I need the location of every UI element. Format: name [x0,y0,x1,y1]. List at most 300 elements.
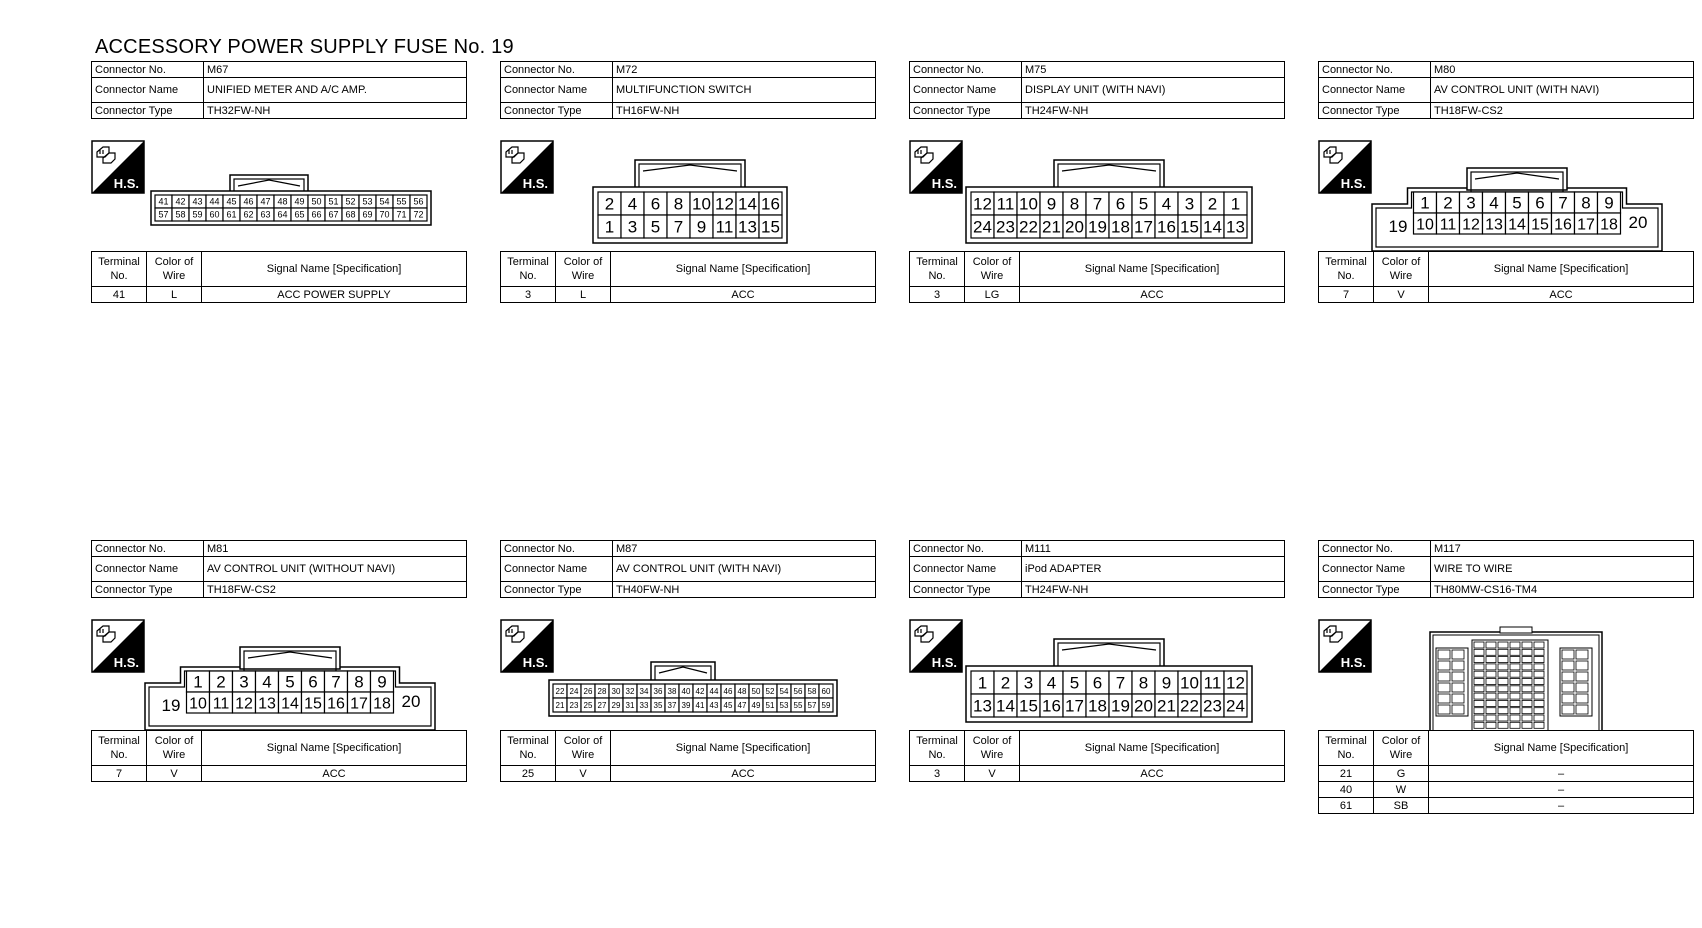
pin [679,684,693,698]
pin [325,671,348,692]
connector-name-label: Connector Name [1319,78,1431,103]
svg-text:4: 4 [1161,194,1172,214]
svg-text:13: 13 [258,695,276,713]
cavity [1474,686,1484,692]
terminal-no: 7 [1319,287,1374,303]
pin: 20 [1628,213,1648,232]
cavity [1576,661,1588,670]
cavity [1498,679,1508,685]
pin [325,208,342,221]
svg-text:60: 60 [209,209,220,220]
svg-text:37: 37 [667,700,677,710]
pin [1224,192,1247,215]
pin [210,692,233,713]
svg-text:23: 23 [569,700,579,710]
connector-no-value: M111 [1022,541,1285,557]
svg-text:10: 10 [1416,216,1434,234]
cavity [1438,705,1450,714]
signal-name: ACC [1429,287,1694,303]
cavity [1498,686,1508,692]
connector-no-value: M87 [613,541,876,557]
cavity [1510,649,1520,655]
connector-panel-m80 [1318,61,1694,361]
pin [693,698,707,712]
pin [1109,671,1132,694]
connector-no-label: Connector No. [92,62,204,78]
pin [819,684,833,698]
svg-text:5: 5 [285,672,295,692]
svg-text:21: 21 [555,700,565,710]
svg-text:6: 6 [1115,194,1126,214]
svg-text:19: 19 [1088,217,1107,237]
svg-text:7: 7 [673,217,684,237]
pin [553,698,567,712]
table-row [92,766,467,782]
connector-name-label: Connector Name [92,78,204,103]
pin [1017,215,1040,238]
cavity [1486,715,1496,721]
pin [274,195,291,208]
svg-text:12: 12 [1462,216,1480,234]
svg-text:2: 2 [1443,193,1453,213]
terminal-no-header: Terminal No. [92,731,147,766]
svg-text:1: 1 [977,673,988,693]
connector-no-value: M67 [204,62,467,78]
terminal-table [1318,730,1694,814]
cavity [1474,657,1484,663]
svg-text:16: 16 [1157,217,1176,237]
pin [1529,213,1552,234]
svg-text:49: 49 [294,196,305,207]
connector-no-label: Connector No. [1319,541,1431,557]
pin [637,698,651,712]
wire-color: LG [965,287,1020,303]
cavity [1576,705,1588,714]
connector-name-value: DISPLAY UNIT (WITH NAVI) [1022,78,1285,103]
svg-text:18: 18 [373,695,391,713]
svg-text:72: 72 [413,209,424,220]
terminal-no: 7 [92,766,147,782]
pin [155,195,172,208]
svg-text:67: 67 [328,209,339,220]
cavity [1486,642,1496,648]
pin [971,694,994,717]
housing-tab [1467,168,1567,190]
connector-info-table [91,61,467,119]
pin [595,684,609,698]
pin [994,671,1017,694]
color-of-wire-header: Color of Wire [147,252,202,287]
cavity [1486,686,1496,692]
pin [623,684,637,698]
cavity [1562,683,1574,692]
signal-name: ACC [1020,287,1285,303]
terminal-no: 25 [501,766,556,782]
pin [777,684,791,698]
pin [598,192,621,215]
svg-text:24: 24 [973,217,992,237]
cavity [1498,642,1508,648]
svg-text:59: 59 [821,700,831,710]
svg-text:32: 32 [625,686,635,696]
svg-text:18: 18 [1600,216,1618,234]
connector-name-value: MULTIFUNCTION SWITCH [613,78,876,103]
svg-text:51: 51 [328,196,339,207]
svg-text:24: 24 [569,686,579,696]
svg-text:71: 71 [396,209,407,220]
signal-name: – [1429,782,1694,798]
pin [665,684,679,698]
terminal-no-header: Terminal No. [501,731,556,766]
svg-text:H.S.: H.S. [1340,655,1366,670]
svg-text:7: 7 [1558,193,1568,213]
wire-color: G [1374,766,1429,782]
pin [1109,215,1132,238]
wire-color: V [1374,287,1429,303]
pin [679,698,693,712]
wire-color: V [965,766,1020,782]
svg-text:8: 8 [1069,194,1080,214]
connector-name-value: AV CONTROL UNIT (WITH NAVI) [613,557,876,582]
svg-text:8: 8 [1581,193,1591,213]
pin [713,192,736,215]
pin [302,671,325,692]
cavity [1522,671,1532,677]
table-row [501,287,876,303]
pin [1155,192,1178,215]
signal-name: ACC POWER SUPPLY [202,287,467,303]
connector-name-label: Connector Name [910,557,1022,582]
cavity [1534,657,1544,663]
pin [1460,213,1483,234]
harness-side-icon [1318,140,1372,194]
svg-text:13: 13 [738,217,757,237]
pin [581,684,595,698]
pin [791,698,805,712]
terminal-no: 3 [501,287,556,303]
cavity [1498,722,1508,728]
pin [667,215,690,238]
svg-text:15: 15 [1531,216,1549,234]
cavity [1474,715,1484,721]
svg-text:12: 12 [973,194,992,214]
pin [1460,192,1483,213]
cavity [1498,649,1508,655]
svg-text:61: 61 [226,209,237,220]
pin [223,208,240,221]
svg-text:13: 13 [1226,217,1245,237]
harness-side-icon [1318,619,1372,673]
svg-text:15: 15 [1180,217,1199,237]
signal-name-header: Signal Name [Specification] [1020,252,1285,287]
cavity [1474,664,1484,670]
harness-side-icon [909,140,963,194]
svg-text:53: 53 [362,196,373,207]
svg-text:16: 16 [1042,696,1061,716]
svg-text:12: 12 [1226,673,1245,693]
connector-panel-m67 [91,61,467,361]
cavity [1452,683,1464,692]
cavity [1522,649,1532,655]
svg-text:53: 53 [779,700,789,710]
color-of-wire-header: Color of Wire [965,252,1020,287]
pin [1506,192,1529,213]
connector-type-label: Connector Type [1319,582,1431,598]
pin [371,671,394,692]
connector-type-label: Connector Type [910,103,1022,119]
svg-text:62: 62 [243,209,254,220]
svg-text:56: 56 [413,196,424,207]
color-of-wire-header: Color of Wire [1374,252,1429,287]
signal-name: ACC [1020,766,1285,782]
pin [707,698,721,712]
cavity [1474,642,1484,648]
terminal-no-header: Terminal No. [501,252,556,287]
pin [994,192,1017,215]
pin [1132,192,1155,215]
svg-text:10: 10 [189,695,207,713]
svg-text:8: 8 [1138,673,1149,693]
svg-text:4: 4 [262,672,272,692]
svg-text:4: 4 [627,194,638,214]
svg-text:66: 66 [311,209,322,220]
pin [759,215,782,238]
pin [693,684,707,698]
svg-text:20: 20 [1134,696,1153,716]
svg-text:43: 43 [192,196,203,207]
wire-color: SB [1374,798,1429,814]
connector-name-value: AV CONTROL UNIT (WITHOUT NAVI) [204,557,467,582]
pin [1086,671,1109,694]
pin [376,195,393,208]
cavity [1534,679,1544,685]
pin [240,208,257,221]
svg-text:51: 51 [765,700,775,710]
connector-info-table [500,61,876,119]
svg-text:4: 4 [1489,193,1499,213]
pin [359,208,376,221]
cavity [1452,705,1464,714]
pin [1086,694,1109,717]
terminal-table [500,251,876,303]
cavity [1438,694,1450,703]
connector-panel-m81 [91,540,467,840]
connector-name-value: AV CONTROL UNIT (WITH NAVI) [1431,78,1694,103]
pin [1414,192,1437,213]
svg-text:49: 49 [751,700,761,710]
cavity [1474,708,1484,714]
pin [393,195,410,208]
terminal-no: 21 [1319,766,1374,782]
pin [342,195,359,208]
pin [348,692,371,713]
pin [172,208,189,221]
pin [308,208,325,221]
table-row [92,287,467,303]
cavity [1486,693,1496,699]
housing-tab [240,647,340,669]
pin [172,195,189,208]
svg-text:9: 9 [1161,673,1172,693]
svg-text:11: 11 [996,194,1015,214]
pin [189,195,206,208]
svg-text:36: 36 [653,686,663,696]
svg-text:7: 7 [331,672,341,692]
svg-text:20: 20 [1065,217,1084,237]
svg-text:9: 9 [377,672,387,692]
table-row [1319,782,1694,798]
pin [256,692,279,713]
cavity [1452,650,1464,659]
cavity [1522,679,1532,685]
svg-text:46: 46 [723,686,733,696]
svg-text:45: 45 [723,700,733,710]
svg-text:H.S.: H.S. [113,655,139,670]
cavity [1522,642,1532,648]
cavity [1486,679,1496,685]
pin [1598,192,1621,213]
pin [1040,694,1063,717]
svg-text:69: 69 [362,209,373,220]
svg-text:1: 1 [604,217,615,237]
cavity [1562,650,1574,659]
svg-text:2: 2 [1000,673,1011,693]
pin [1598,213,1621,234]
pin [1155,215,1178,238]
signal-name: ACC [611,766,876,782]
svg-text:1: 1 [193,672,203,692]
pin [971,671,994,694]
cavity [1534,642,1544,648]
pin [735,684,749,698]
svg-text:22: 22 [555,686,565,696]
pin [1063,192,1086,215]
svg-text:43: 43 [709,700,719,710]
harness-side-icon [500,619,554,673]
svg-text:22: 22 [1019,217,1038,237]
svg-text:15: 15 [1019,696,1038,716]
pin [1224,694,1247,717]
cavity [1534,715,1544,721]
cavity [1510,686,1520,692]
svg-text:44: 44 [709,686,719,696]
connector-name-label: Connector Name [92,557,204,582]
connector-name-label: Connector Name [501,78,613,103]
svg-text:15: 15 [761,217,780,237]
svg-text:30: 30 [611,686,621,696]
connector-type-value: TH18FW-CS2 [204,582,467,598]
svg-text:13: 13 [1485,216,1503,234]
svg-text:23: 23 [1203,696,1222,716]
terminal-no-header: Terminal No. [910,252,965,287]
pin [1063,671,1086,694]
connector-no-label: Connector No. [1319,62,1431,78]
svg-text:50: 50 [751,686,761,696]
svg-text:14: 14 [1203,217,1222,237]
pin [1109,192,1132,215]
pin [763,684,777,698]
terminal-no-header: Terminal No. [1319,731,1374,766]
connector-no-value: M117 [1431,541,1694,557]
pin [371,692,394,713]
cavity [1498,715,1508,721]
connector-type-value: TH40FW-NH [613,582,876,598]
svg-text:57: 57 [158,209,169,220]
terminal-table [1318,251,1694,303]
svg-text:12: 12 [235,695,253,713]
svg-text:58: 58 [175,209,186,220]
svg-text:54: 54 [779,686,789,696]
pin [621,215,644,238]
pin [1040,671,1063,694]
connector-panel-m72 [500,61,876,361]
connector-type-label: Connector Type [1319,103,1431,119]
svg-text:26: 26 [583,686,593,696]
pin [623,698,637,712]
table-row [1319,798,1694,814]
cavity [1510,722,1520,728]
cavity [1452,661,1464,670]
pin [791,684,805,698]
pin [609,684,623,698]
pin [342,208,359,221]
pin [1063,694,1086,717]
table-row [501,766,876,782]
connector-name-label: Connector Name [910,78,1022,103]
pin [1017,192,1040,215]
svg-text:8: 8 [354,672,364,692]
connector-no-label: Connector No. [501,62,613,78]
cavity [1510,693,1520,699]
svg-text:52: 52 [765,686,775,696]
pin [707,684,721,698]
pin [667,192,690,215]
terminal-no-header: Terminal No. [910,731,965,766]
svg-text:3: 3 [1466,193,1476,213]
connector-panel-m117 [1318,540,1694,840]
svg-text:45: 45 [226,196,237,207]
svg-text:33: 33 [639,700,649,710]
connector-type-label: Connector Type [501,103,613,119]
cavity [1522,722,1532,728]
svg-text:6: 6 [1535,193,1545,213]
connector-info-table [1318,540,1694,598]
terminal-table [91,730,467,782]
svg-text:11: 11 [212,695,230,713]
connector-panel-m111 [909,540,1285,840]
pin [1201,215,1224,238]
connector-type-label: Connector Type [501,582,613,598]
pin [721,684,735,698]
cavity [1438,661,1450,670]
cavity [1438,650,1450,659]
svg-text:48: 48 [737,686,747,696]
connector-info-table [500,540,876,598]
pin [1575,192,1598,213]
pin [1483,213,1506,234]
connector-type-label: Connector Type [92,103,204,119]
pin [410,208,427,221]
cavity [1534,649,1544,655]
pin [994,215,1017,238]
connector-type-value: TH24FW-NH [1022,582,1285,598]
pin [994,694,1017,717]
terminal-no: 61 [1319,798,1374,814]
svg-text:47: 47 [260,196,271,207]
connector-info-table [909,61,1285,119]
cavity [1474,679,1484,685]
harness-side-icon [91,619,145,673]
